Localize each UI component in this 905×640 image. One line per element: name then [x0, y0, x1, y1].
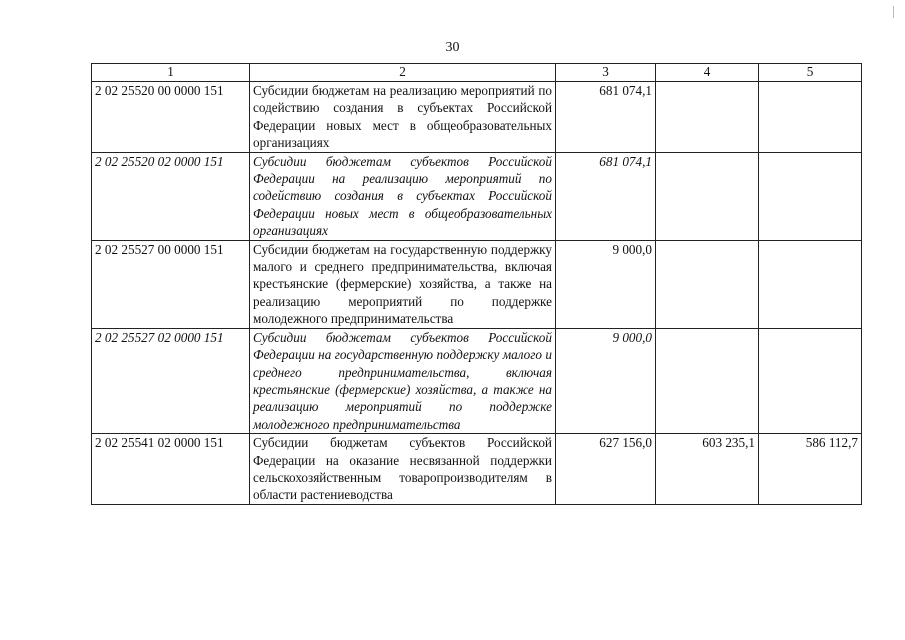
amount-col5: 586 112,7: [759, 434, 862, 505]
amount-col3: 681 074,1: [556, 82, 656, 153]
amount-col5: [759, 328, 862, 433]
column-header-5: 5: [759, 64, 862, 82]
column-header-4: 4: [656, 64, 759, 82]
table-row: [92, 328, 862, 433]
budget-code: 2 02 25541 02 0000 151: [92, 434, 250, 505]
budget-code: 2 02 25520 02 0000 151: [92, 152, 250, 240]
amount-col5: [759, 152, 862, 240]
amount-col5: [759, 82, 862, 153]
row-description: Субсидии бюджетам субъектов Российской Федерации на реализацию мероприятий по содействию создания в субъектах Российской Федерации новых мест в общеобразовательных организациях: [250, 152, 556, 240]
table-row: [92, 152, 862, 240]
amount-col4: 603 235,1: [656, 434, 759, 505]
amount-col5: [759, 240, 862, 328]
page-number: 30: [445, 40, 460, 55]
row-description: Субсидии бюджетам на реализацию мероприятий по содействию создания в субъектах Российской Федерации новых мест в общеобразовательных организациях: [250, 82, 556, 153]
amount-col3: 9 000,0: [556, 240, 656, 328]
amount-col3: 9 000,0: [556, 328, 656, 433]
amount-col3: 627 156,0: [556, 434, 656, 505]
column-header-1: 1: [92, 64, 250, 82]
table-row: [92, 434, 862, 505]
row-description: Субсидии бюджетам субъектов Российской Федерации на оказание несвязанной поддержки сельскохозяйственным товаропроизводителям в области растениеводства: [250, 434, 556, 505]
column-number-row: [92, 64, 862, 82]
amount-col4: [656, 328, 759, 433]
budget-table: [91, 63, 862, 505]
budget-code: 2 02 25520 00 0000 151: [92, 82, 250, 153]
scan-edge-mark: [893, 6, 894, 18]
row-description: Субсидии бюджетам на государственную поддержку малого и среднего предпринимательства, включая крестьянские (фермерские) хозяйства, а также на реализацию мероприятий по поддержке молодежного предпринимательства: [250, 240, 556, 328]
amount-col4: [656, 82, 759, 153]
table-row: [92, 82, 862, 153]
table-row: [92, 240, 862, 328]
amount-col4: [656, 240, 759, 328]
row-description: Субсидии бюджетам субъектов Российской Федерации на государственную поддержку малого и среднего предпринимательства, включая крестьянские (фермерские) хозяйства, а также на реализацию мероприятий по поддержке молодежного предпринимательства: [250, 328, 556, 433]
column-header-3: 3: [556, 64, 656, 82]
budget-code: 2 02 25527 00 0000 151: [92, 240, 250, 328]
budget-code: 2 02 25527 02 0000 151: [92, 328, 250, 433]
amount-col4: [656, 152, 759, 240]
amount-col3: 681 074,1: [556, 152, 656, 240]
column-header-2: 2: [250, 64, 556, 82]
